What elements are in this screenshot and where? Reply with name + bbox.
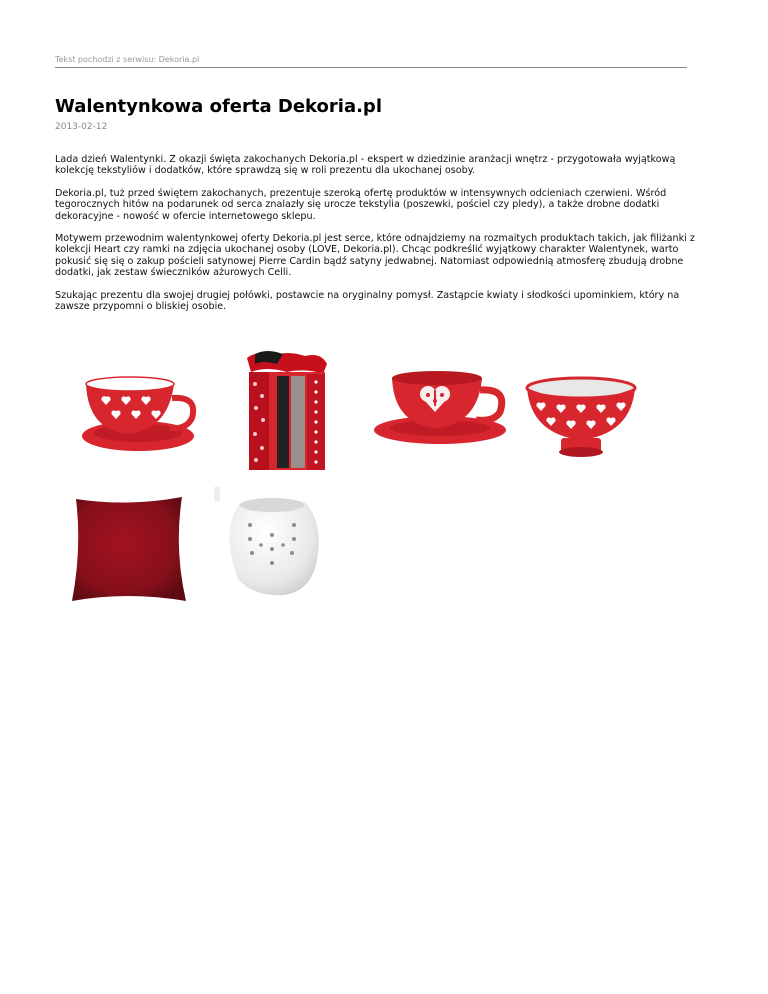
heart-bowl-image [525, 376, 638, 462]
article-date: 2013-02-12 [55, 122, 108, 132]
paragraph: Lada dzień Walentynki. Z okazji święta zakochanych Dekoria.pl - ekspert w dziedzinie aranżacji wnętrz - przygotowała wyjątkową kolekcję tekstyliów i dodatków, które sprawdzą się w roli prezentu dla ukochanej osoby. [55, 154, 676, 177]
bedding-set-image [247, 350, 329, 472]
heart-cup-image [78, 370, 200, 462]
paragraph: Szukając prezentu dla swojej drugiej połówki, postawcie na oryginalny pomysł. Zastąpcie kwiaty i słodkości upominkiem, który na zawsze przypomni o bliskiej osobie. [55, 289, 680, 313]
source-note: Tekst pochodzi z serwisu: Dekoria.pl [55, 55, 687, 68]
article-body [55, 154, 695, 323]
red-cushion-image [70, 495, 188, 603]
ornament-heart-cup-image [372, 368, 512, 450]
candle-holder-image [214, 487, 326, 599]
article-title: Walentynkowa oferta Dekoria.pl [55, 96, 382, 117]
paragraph: Motywem przewodnim walentynkowej oferty Dekoria.pl jest serce, które odnajdziemy na rozmaitych produktach takich, jak filiżanki z kolekcji Heart czy ramki na zdjęcia ukochanej osoby (LOVE, Dekoria.pl). Chcąc podkreślić wyjątkowy charakter Walentynek, warto pokusić się się o zakup pościeli satynowej Pierre Cardin bądź satyny jedwabnej. Natomiast odpowiednią atmosferę zbudują drobne dodatki, jak zestaw świeczników ażurowych Celli. [55, 233, 695, 279]
paragraph: Dekoria.pl, tuż przed świętem zakochanych, prezentuje szeroką ofertę produktów w intensywnych odcieniach czerwieni. Wśród tegorocznych hitów na podarunek od serca znalazły się urocze tekstylia (poszewki, pościel czy pledy), a także drobne dodatki dekoracyjne - nowość w ofercie internetowego sklepu. [55, 187, 667, 222]
